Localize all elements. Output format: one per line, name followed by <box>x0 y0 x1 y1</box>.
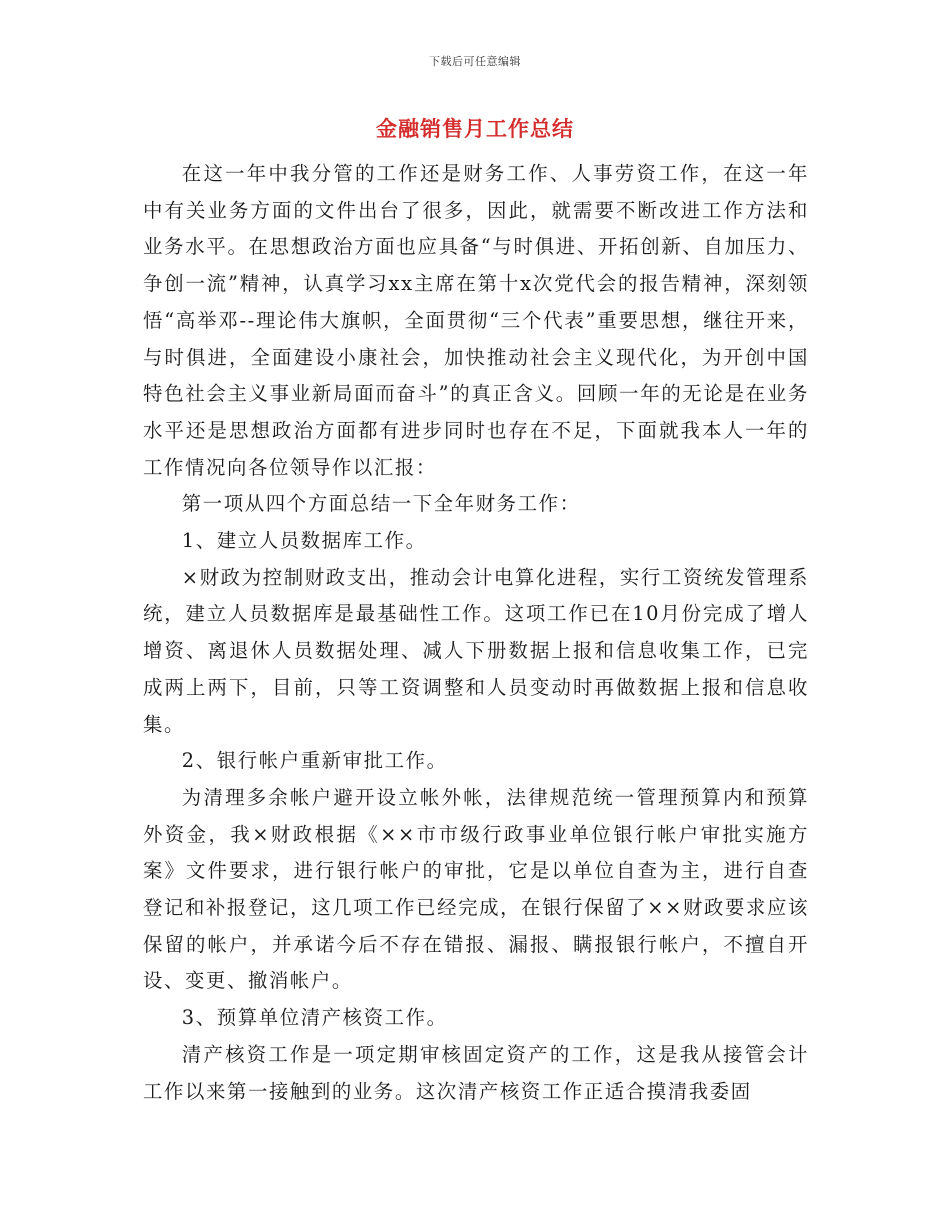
body-paragraph: ×财政为控制财政支出，推动会计电算化进程，实行工资统发管理系统，建立人员数据库是最基础性工作。这项工作已在10月份完成了增人增资、离退休人员数据处理、减人下册数据上报和信息收集工作，已完成两上两下，目前，只等工资调整和人员变动时再做数据上报和信息收集。 <box>143 565 809 736</box>
body-paragraph: 为清理多余帐户避开设立帐外帐，法律规范统一管理预算内和预算外资金，我×财政根据《××市市级行政事业单位银行帐户审批实施方案》文件要求，进行银行帐户的审批，它是以单位自查为主，进行自查登记和补报登记，这几项工作已经完成，在银行保留了××财政要求应该保留的帐户，并承诺今后不存在错报、漏报、瞒报银行帐户，不擅自开设、变更、撤消帐户。 <box>143 785 809 993</box>
section-heading: 2、银行帐户重新审批工作。 <box>181 749 448 773</box>
body-paragraph: 在这一年中我分管的工作还是财务工作、人事劳资工作，在这一年中有关业务方面的文件出台了很多，因此，就需要不断改进工作方法和业务水平。在思想政治方面也应具备“与时俱进、开拓创新、自加压力、争创一流”精神，认真学习xx主席在第十x次党代会的报告精神，深刻领悟“高举邓--理论伟大旗帜，全面贯彻“三个代表”重要思想，继往开来，与时俱进，全面建设小康社会，加快推动社会主义现代化，为开创中国特色社会主义事业新局面而奋斗”的真正含义。回顾一年的无论是在业务水平还是思想政治方面都有进步同时也存在不足，下面就我本人一年的工作情况向各位领导作以汇报： <box>143 162 809 479</box>
document-title: 金融销售月工作总结 <box>376 117 574 141</box>
body-paragraph: 第一项从四个方面总结一下全年财务工作： <box>181 492 581 516</box>
document-body <box>143 156 809 1110</box>
section-heading: 1、建立人员数据库工作。 <box>181 529 427 553</box>
section-heading: 3、预算单位清产核资工作。 <box>181 1006 448 1030</box>
page-header-note: 下载后可任意编辑 <box>429 55 521 68</box>
body-paragraph: 清产核资工作是一项定期审核固定资产的工作，这是我从接管会计工作以来第一接触到的业务。这次清产核资工作正适合摸清我委固 <box>143 1042 809 1103</box>
